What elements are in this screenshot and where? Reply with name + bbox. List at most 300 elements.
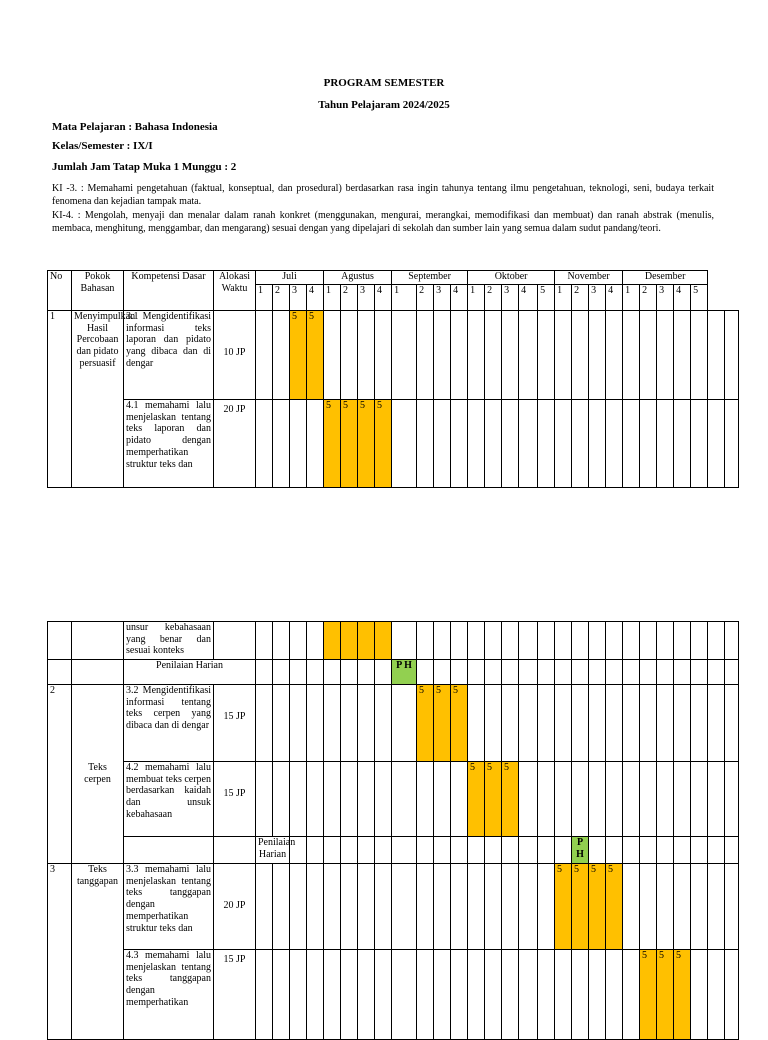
week-number: 2 bbox=[273, 285, 290, 311]
week-cell bbox=[640, 762, 657, 837]
competency: unsur kebahasaan yang benar dan sesuai konteks bbox=[124, 622, 214, 660]
week-cell bbox=[273, 400, 290, 488]
week-cell bbox=[451, 762, 468, 837]
row-number: 2 bbox=[48, 685, 72, 864]
assessment-row bbox=[48, 837, 739, 864]
week-cell bbox=[468, 950, 485, 1040]
assessment-ph-mark: P H bbox=[392, 660, 417, 685]
week-cell bbox=[290, 400, 307, 488]
week-allocation-mark: 5 bbox=[307, 311, 324, 400]
week-cell bbox=[572, 762, 589, 837]
week-number: 1 bbox=[468, 285, 485, 311]
week-cell bbox=[572, 400, 589, 488]
week-cell bbox=[640, 837, 657, 864]
week-cell bbox=[538, 622, 555, 660]
week-cell bbox=[519, 762, 538, 837]
week-cell bbox=[502, 311, 519, 400]
week-cell bbox=[392, 950, 417, 1040]
week-cell bbox=[468, 311, 485, 400]
week-cell bbox=[538, 864, 555, 950]
week-cell bbox=[341, 762, 358, 837]
week-cell bbox=[468, 400, 485, 488]
week-cell bbox=[725, 622, 739, 660]
week-cell bbox=[358, 762, 375, 837]
week-cell bbox=[691, 622, 708, 660]
week-cell bbox=[640, 400, 657, 488]
week-cell bbox=[623, 400, 640, 488]
week-number: 4 bbox=[375, 285, 392, 311]
competency: 3.1 Mengidentifikasi informasi teks laporan dan pidato yang dibaca dan di dengar bbox=[124, 311, 214, 400]
time-allocation: 20 JP bbox=[214, 864, 256, 950]
week-cell bbox=[623, 950, 640, 1040]
week-cell bbox=[273, 660, 290, 685]
week-cell bbox=[290, 660, 307, 685]
week-cell bbox=[273, 762, 290, 837]
week-cell bbox=[451, 660, 468, 685]
week-allocation-mark: 5 bbox=[290, 311, 307, 400]
topic: Menyimpulkan Hasil Percobaan dan pidato persuasif bbox=[72, 311, 124, 488]
week-cell bbox=[307, 660, 324, 685]
row-number bbox=[48, 622, 72, 660]
week-allocation-mark: 5 bbox=[324, 400, 341, 488]
week-cell bbox=[307, 864, 324, 950]
week-cell bbox=[341, 660, 358, 685]
week-cell bbox=[358, 685, 375, 762]
week-cell bbox=[375, 311, 392, 400]
competency: 4.1 memahami lalu menjelaskan tentang teks laporan dan pidato dengan memperhatikan struktur teks dan bbox=[124, 400, 214, 488]
week-number: 4 bbox=[307, 285, 324, 311]
week-cell bbox=[640, 660, 657, 685]
week-cell bbox=[468, 837, 485, 864]
week-cell bbox=[640, 311, 657, 400]
week-cell bbox=[589, 950, 606, 1040]
week-cell bbox=[623, 864, 640, 950]
week-cell bbox=[606, 762, 623, 837]
week-cell bbox=[485, 622, 502, 660]
week-cell bbox=[674, 685, 691, 762]
week-allocation-mark: 5 bbox=[485, 762, 502, 837]
competency: 4.2 memahami lalu membuat teks cerpen berdasarkan kaidah dan unsuk kebahasaan bbox=[124, 762, 214, 837]
week-cell bbox=[375, 837, 392, 864]
week-cell bbox=[691, 311, 708, 400]
topic bbox=[72, 622, 124, 660]
week-cell bbox=[256, 950, 273, 1040]
week-cell bbox=[468, 864, 485, 950]
week-allocation-mark: 5 bbox=[434, 685, 451, 762]
header-time: Alokasi Waktu bbox=[214, 271, 256, 311]
week-cell bbox=[358, 837, 375, 864]
week-cell bbox=[375, 685, 392, 762]
competency: 3.3 memahami lalu menjelaskan tentang teks tanggapan dengan memperhatikan struktur teks dan bbox=[124, 864, 214, 950]
week-cell bbox=[725, 400, 739, 488]
week-number: 2 bbox=[640, 285, 657, 311]
week-cell bbox=[451, 311, 468, 400]
week-cell bbox=[375, 622, 392, 660]
schedule-table-top bbox=[47, 270, 739, 488]
header-competency: Kompetensi Dasar bbox=[124, 271, 214, 311]
week-cell bbox=[623, 622, 640, 660]
week-number: 3 bbox=[434, 285, 451, 311]
week-cell bbox=[572, 622, 589, 660]
week-cell bbox=[725, 660, 739, 685]
week-cell bbox=[273, 950, 290, 1040]
week-number: 3 bbox=[502, 285, 519, 311]
week-cell bbox=[691, 660, 708, 685]
week-cell bbox=[555, 660, 572, 685]
week-allocation-mark: 5 bbox=[555, 864, 572, 950]
week-cell bbox=[640, 685, 657, 762]
week-cell bbox=[674, 311, 691, 400]
program-title: PROGRAM SEMESTER bbox=[323, 77, 445, 89]
week-cell bbox=[451, 950, 468, 1040]
week-cell bbox=[538, 685, 555, 762]
week-cell bbox=[341, 837, 358, 864]
week-cell bbox=[392, 864, 417, 950]
assessment-label: Penilaian Harian bbox=[256, 837, 290, 864]
week-cell bbox=[324, 950, 341, 1040]
week-cell bbox=[434, 864, 451, 950]
week-cell bbox=[417, 622, 434, 660]
week-cell bbox=[256, 685, 273, 762]
assessment-row bbox=[48, 660, 739, 685]
week-cell bbox=[290, 685, 307, 762]
week-number: 1 bbox=[324, 285, 341, 311]
week-cell bbox=[538, 660, 555, 685]
week-number: 2 bbox=[572, 285, 589, 311]
week-cell bbox=[708, 311, 725, 400]
week-cell bbox=[674, 864, 691, 950]
week-cell bbox=[290, 762, 307, 837]
week-cell bbox=[674, 622, 691, 660]
week-cell bbox=[392, 622, 417, 660]
week-allocation-mark: 5 bbox=[451, 685, 468, 762]
week-cell bbox=[273, 311, 290, 400]
week-allocation-mark: 5 bbox=[375, 400, 392, 488]
week-cell bbox=[657, 660, 674, 685]
week-cell bbox=[674, 660, 691, 685]
week-cell bbox=[589, 762, 606, 837]
week-cell bbox=[657, 837, 674, 864]
week-cell bbox=[434, 660, 451, 685]
week-cell bbox=[589, 311, 606, 400]
week-cell bbox=[708, 622, 725, 660]
week-cell bbox=[468, 660, 485, 685]
week-cell bbox=[623, 837, 640, 864]
week-cell bbox=[434, 311, 451, 400]
week-cell bbox=[375, 660, 392, 685]
week-cell bbox=[691, 837, 708, 864]
class-semester-line: Kelas/Semester : IX/I bbox=[52, 140, 153, 152]
week-allocation-mark: 5 bbox=[468, 762, 485, 837]
week-cell bbox=[451, 400, 468, 488]
week-cell bbox=[589, 837, 606, 864]
time-allocation: 15 JP bbox=[214, 950, 256, 1040]
week-cell bbox=[392, 400, 417, 488]
week-cell bbox=[538, 311, 555, 400]
competency-row bbox=[48, 311, 739, 400]
competency: 4.3 memahami lalu menjelaskan tentang teks tanggapan dengan memperhatikan bbox=[124, 950, 214, 1040]
week-cell bbox=[485, 660, 502, 685]
week-allocation-mark: 5 bbox=[417, 685, 434, 762]
week-number: 5 bbox=[538, 285, 555, 311]
week-cell bbox=[691, 400, 708, 488]
time-allocation bbox=[214, 622, 256, 660]
week-cell bbox=[589, 622, 606, 660]
week-cell bbox=[657, 864, 674, 950]
week-allocation-mark: 5 bbox=[341, 400, 358, 488]
week-cell bbox=[555, 762, 572, 837]
competency: 3.2 Mengidentifikasi informasi tentang teks cerpen yang dibaca dan di dengar bbox=[124, 685, 214, 762]
week-cell bbox=[572, 311, 589, 400]
competency-row bbox=[48, 400, 739, 488]
week-cell bbox=[358, 660, 375, 685]
week-allocation-mark: 5 bbox=[606, 864, 623, 950]
week-cell bbox=[519, 400, 538, 488]
week-cell bbox=[417, 950, 434, 1040]
week-cell bbox=[468, 622, 485, 660]
week-cell bbox=[572, 660, 589, 685]
week-cell bbox=[417, 400, 434, 488]
cell-empty bbox=[72, 660, 124, 685]
week-cell bbox=[623, 685, 640, 762]
week-number: 4 bbox=[606, 285, 623, 311]
week-cell bbox=[725, 685, 739, 762]
week-cell bbox=[589, 685, 606, 762]
week-cell bbox=[451, 622, 468, 660]
week-cell bbox=[555, 685, 572, 762]
month-header: Desember bbox=[623, 271, 708, 285]
week-number: 3 bbox=[358, 285, 375, 311]
row-number: 1 bbox=[48, 311, 72, 488]
week-cell bbox=[538, 762, 555, 837]
week-number: 2 bbox=[341, 285, 358, 311]
week-cell bbox=[725, 837, 739, 864]
week-cell bbox=[674, 762, 691, 837]
week-cell bbox=[341, 864, 358, 950]
week-cell bbox=[691, 950, 708, 1040]
time-allocation: 15 JP bbox=[214, 762, 256, 837]
week-cell bbox=[708, 950, 725, 1040]
week-cell bbox=[485, 311, 502, 400]
week-cell bbox=[307, 950, 324, 1040]
week-cell bbox=[657, 622, 674, 660]
week-cell bbox=[538, 950, 555, 1040]
week-cell bbox=[324, 685, 341, 762]
week-cell bbox=[392, 762, 417, 837]
week-cell bbox=[623, 660, 640, 685]
week-cell bbox=[451, 837, 468, 864]
week-cell bbox=[572, 950, 589, 1040]
week-cell bbox=[341, 685, 358, 762]
week-cell bbox=[623, 311, 640, 400]
week-number: 4 bbox=[451, 285, 468, 311]
week-cell bbox=[290, 622, 307, 660]
week-cell bbox=[691, 685, 708, 762]
week-cell bbox=[589, 400, 606, 488]
week-cell bbox=[538, 400, 555, 488]
week-cell bbox=[708, 685, 725, 762]
week-cell bbox=[273, 864, 290, 950]
competency-row bbox=[48, 685, 739, 762]
week-cell bbox=[502, 660, 519, 685]
week-number: 4 bbox=[674, 285, 691, 311]
week-cell bbox=[375, 864, 392, 950]
week-cell bbox=[606, 622, 623, 660]
week-cell bbox=[572, 685, 589, 762]
week-cell bbox=[640, 622, 657, 660]
week-cell bbox=[519, 837, 538, 864]
week-cell bbox=[606, 400, 623, 488]
week-cell bbox=[341, 311, 358, 400]
week-cell bbox=[324, 622, 341, 660]
week-allocation-mark: 5 bbox=[589, 864, 606, 950]
hours-line: Jumlah Jam Tatap Muka 1 Munggu : 2 bbox=[52, 161, 237, 173]
week-cell bbox=[434, 837, 451, 864]
row-number: 3 bbox=[48, 864, 72, 1040]
week-cell bbox=[417, 762, 434, 837]
week-cell bbox=[538, 837, 555, 864]
week-cell bbox=[485, 950, 502, 1040]
week-cell bbox=[725, 864, 739, 950]
week-cell bbox=[434, 622, 451, 660]
week-number: 2 bbox=[485, 285, 502, 311]
week-cell bbox=[657, 400, 674, 488]
week-cell bbox=[324, 762, 341, 837]
week-cell bbox=[708, 400, 725, 488]
week-cell bbox=[324, 311, 341, 400]
week-cell bbox=[468, 685, 485, 762]
week-cell bbox=[307, 622, 324, 660]
header-topic: Pokok Bahasan bbox=[72, 271, 124, 311]
week-cell bbox=[358, 950, 375, 1040]
week-cell bbox=[290, 864, 307, 950]
schedule-table-continued bbox=[47, 621, 739, 1040]
week-cell bbox=[502, 400, 519, 488]
week-cell bbox=[555, 622, 572, 660]
assessment-label: Penilaian Harian bbox=[124, 660, 256, 685]
week-cell bbox=[708, 864, 725, 950]
week-number: 2 bbox=[417, 285, 434, 311]
week-cell bbox=[606, 837, 623, 864]
competency-row bbox=[48, 864, 739, 950]
week-cell bbox=[485, 400, 502, 488]
week-cell bbox=[392, 311, 417, 400]
week-cell bbox=[307, 685, 324, 762]
week-number: 1 bbox=[256, 285, 273, 311]
week-cell bbox=[307, 837, 324, 864]
week-cell bbox=[341, 950, 358, 1040]
week-cell bbox=[485, 864, 502, 950]
week-number: 4 bbox=[519, 285, 538, 311]
week-cell bbox=[502, 685, 519, 762]
competency-row bbox=[48, 950, 739, 1040]
week-number: 3 bbox=[589, 285, 606, 311]
week-cell bbox=[519, 685, 538, 762]
header-no: No bbox=[48, 271, 72, 311]
topic: Teks tanggapan bbox=[72, 864, 124, 1040]
week-cell bbox=[691, 864, 708, 950]
week-cell bbox=[502, 864, 519, 950]
week-cell bbox=[674, 400, 691, 488]
week-cell bbox=[657, 762, 674, 837]
cell-empty bbox=[124, 837, 214, 864]
week-cell bbox=[307, 762, 324, 837]
week-cell bbox=[358, 311, 375, 400]
week-cell bbox=[375, 762, 392, 837]
week-cell bbox=[708, 837, 725, 864]
month-header: September bbox=[392, 271, 468, 285]
week-cell bbox=[307, 400, 324, 488]
week-cell bbox=[674, 837, 691, 864]
week-cell bbox=[417, 837, 434, 864]
week-cell bbox=[256, 864, 273, 950]
week-cell bbox=[623, 762, 640, 837]
week-cell bbox=[519, 311, 538, 400]
week-cell bbox=[519, 950, 538, 1040]
week-cell bbox=[256, 400, 273, 488]
week-cell bbox=[434, 400, 451, 488]
academic-year: Tahun Pelajaram 2024/2025 bbox=[318, 99, 450, 111]
week-cell bbox=[434, 762, 451, 837]
week-cell bbox=[417, 660, 434, 685]
week-cell bbox=[324, 864, 341, 950]
cell-empty bbox=[48, 660, 72, 685]
week-cell bbox=[555, 950, 572, 1040]
week-number: 1 bbox=[555, 285, 572, 311]
week-cell bbox=[256, 311, 273, 400]
week-cell bbox=[502, 837, 519, 864]
assessment-ph-mark: P H bbox=[572, 837, 589, 864]
week-number: 3 bbox=[290, 285, 307, 311]
week-number: 1 bbox=[392, 285, 417, 311]
week-cell bbox=[519, 660, 538, 685]
week-cell bbox=[502, 950, 519, 1040]
week-cell bbox=[417, 864, 434, 950]
time-allocation: 20 JP bbox=[214, 400, 256, 488]
week-cell bbox=[519, 864, 538, 950]
week-cell bbox=[341, 622, 358, 660]
week-cell bbox=[606, 311, 623, 400]
week-allocation-mark: 5 bbox=[358, 400, 375, 488]
week-cell bbox=[555, 837, 572, 864]
week-cell bbox=[324, 837, 341, 864]
time-allocation: 15 JP bbox=[214, 685, 256, 762]
month-header: November bbox=[555, 271, 623, 285]
competency-row bbox=[48, 622, 739, 660]
week-number: 5 bbox=[691, 285, 708, 311]
week-cell bbox=[485, 837, 502, 864]
header-row-months bbox=[48, 271, 739, 285]
week-allocation-mark: 5 bbox=[502, 762, 519, 837]
week-allocation-mark: 5 bbox=[572, 864, 589, 950]
week-cell bbox=[725, 950, 739, 1040]
week-cell bbox=[451, 864, 468, 950]
week-cell bbox=[657, 685, 674, 762]
month-header: Juli bbox=[256, 271, 324, 285]
week-allocation-mark: 5 bbox=[657, 950, 674, 1040]
week-number: 1 bbox=[623, 285, 640, 311]
week-cell bbox=[519, 622, 538, 660]
week-cell bbox=[417, 311, 434, 400]
ki3-text: KI -3. : Memahami pengetahuan (faktual, konseptual, dan prosedural) berdasarkan rasa ingin tahunya tentang ilmu pengetahuan, teknologi, seni, budaya terkait fenomena dan kejadian tampak mata. bbox=[52, 183, 714, 208]
week-number: 3 bbox=[657, 285, 674, 311]
cell-empty bbox=[214, 837, 256, 864]
week-cell bbox=[434, 950, 451, 1040]
week-cell bbox=[485, 685, 502, 762]
week-allocation-mark: 5 bbox=[640, 950, 657, 1040]
week-cell bbox=[273, 622, 290, 660]
week-cell bbox=[502, 622, 519, 660]
